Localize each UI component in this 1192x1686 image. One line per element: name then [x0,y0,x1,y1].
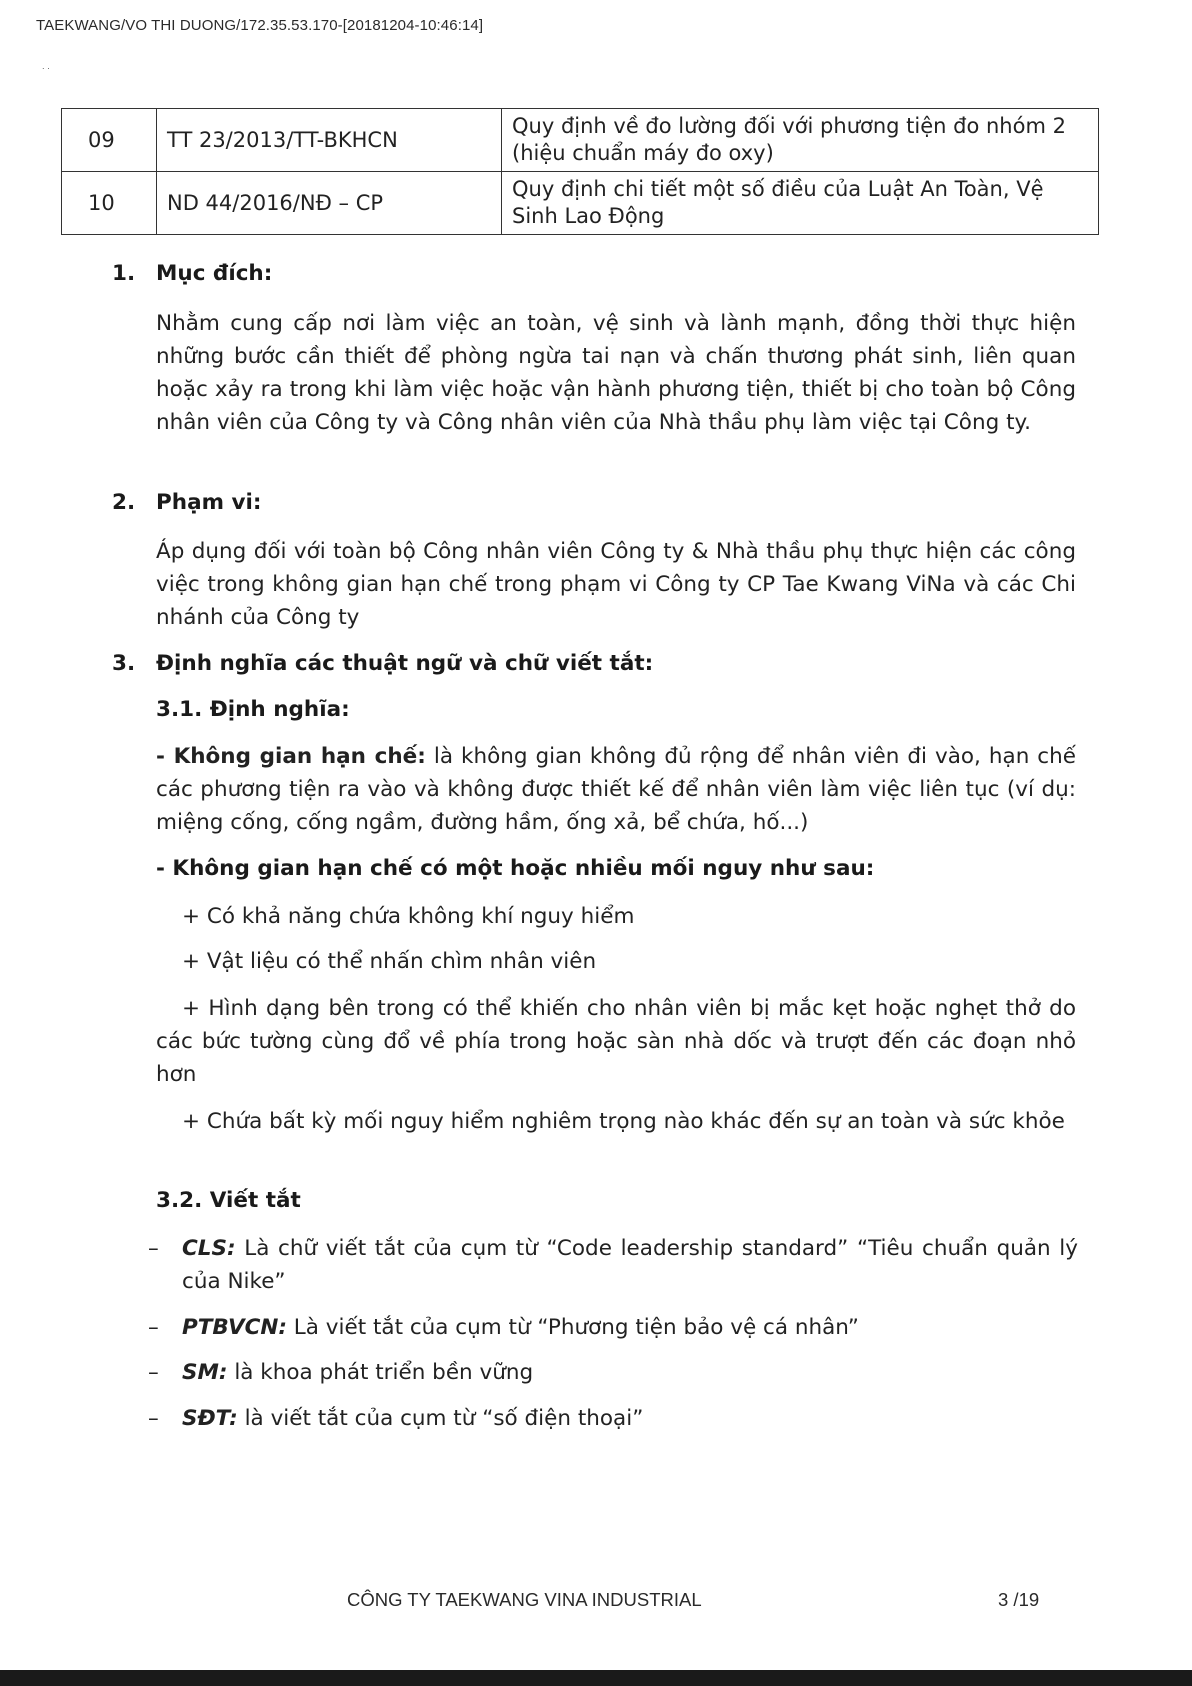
abbreviation-entry [182,1402,1078,1435]
subsection-3-2-title: 3.2. Viết tắt [156,1188,301,1213]
list-dash: – [148,1406,159,1431]
list-item [148,1356,1078,1389]
page-number: 3 /19 [998,1589,1040,1610]
section-1-body: Nhằm cung cấp nơi làm việc an toàn, vệ sinh và lành mạnh, đồng thời thực hiện những bước cần thiết để phòng ngừa tai nạn và chấn thương phát sinh, liên quan hoặc xảy ra trong khi làm việc hoặc vận hành phương tiện, thiết bị cho toàn bộ Công nhân viên của Công ty và Công nhân viên của Nhà thầu phụ làm việc tại Công ty. [156,311,1076,435]
regulation-table [61,108,1099,235]
hazard-item [156,900,1076,933]
reg-description [502,172,1099,235]
scan-specks: . . [42,62,50,71]
hazard-text: + Vật liệu có thể nhấn chìm nhân viên [182,949,597,974]
header-stamp: TAEKWANG/VO THI DUONG/172.35.53.170-[20181204-10:46:14] [36,17,484,34]
list-dash: – [148,1236,159,1261]
section-3-title: Định nghĩa các thuật ngữ và chữ viết tắt: [156,651,654,676]
hazard-text: + Có khả năng chứa không khí nguy hiểm [182,904,635,929]
abbreviation-key: CLS: [182,1236,236,1261]
abbreviation-entry [182,1356,1078,1389]
reg-description-line: Quy định về đo lường đối với phương tiện đo nhóm 2 [512,114,1066,138]
section-2-number: 2. [112,490,136,515]
list-dash: – [148,1315,159,1340]
definition-body: là không gian không đủ rộng để nhân viên đi vào, hạn chế các phương tiện ra vào và không được thiết kế để nhân viên làm việc liên tục (ví dụ: miệng cống, cống ngầm, đường hầm, ống xả, bể chứa, hố...) [156,744,1076,835]
section-2-title: Phạm vi: [156,490,262,515]
reg-description-line: (hiệu chuẩn máy đo oxy) [512,141,774,165]
table-row [62,109,1099,172]
list-item [148,1232,1078,1298]
abbreviation-text: Là viết tắt của cụm từ “Phương tiện bảo vệ cá nhân” [286,1315,859,1340]
section-3-number: 3. [112,651,136,676]
abbreviation-text: là viết tắt của cụm từ “số điện thoại” [237,1406,644,1431]
abbreviation-entry [182,1232,1078,1298]
footer-company: CÔNG TY TAEKWANG VINA INDUSTRIAL [347,1589,702,1610]
hazard-item: + Chứa bất kỳ mối nguy hiểm nghiêm trọng nào khác đến sự an toàn và sức khỏe [182,1109,1065,1134]
reg-code: TT 23/2013/TT-BKHCN [157,109,502,172]
section-1-number: 1. [112,261,136,286]
list-item [148,1311,1078,1344]
reg-number: 10 [62,172,157,235]
list-item [148,1402,1078,1435]
scan-bottom-edge [0,1670,1192,1686]
list-dash: – [148,1360,159,1385]
section-1-title: Mục đích: [156,261,273,286]
section-2-body: Áp dụng đối với toàn bộ Công nhân viên Công ty & Nhà thầu phụ thực hiện các công việc trong không gian hạn chế trong phạm vi Công ty CP Tae Kwang ViNa và các Chi nhánh của Công ty [156,539,1076,630]
hazard-item [156,945,1076,978]
hazard-heading: - Không gian hạn chế có một hoặc nhiều mối nguy như sau: [156,856,875,881]
hazard-item: + Hình dạng bên trong có thể khiến cho nhân viên bị mắc kẹt hoặc nghẹt thở do các bức tường cùng đổ về phía trong hoặc sàn nhà dốc và trượt đến các đoạn nhỏ hơn [156,996,1076,1087]
definition-paragraph [156,740,1076,839]
abbreviation-key: PTBVCN: [182,1315,287,1340]
subsection-3-1-title: 3.1. Định nghĩa: [156,697,350,722]
abbreviation-key: SĐT: [182,1406,238,1431]
table-row [62,172,1099,235]
reg-description-line: Sinh Lao Động [512,204,665,228]
definition-term: - Không gian hạn chế: [156,744,426,769]
reg-code: ND 44/2016/NĐ – CP [157,172,502,235]
reg-description [502,109,1099,172]
reg-description-line: Quy định chi tiết một số điều của Luật An Toàn, Vệ [512,177,1044,201]
abbreviation-text: là khoa phát triển bền vững [227,1360,534,1385]
abbreviation-entry [182,1311,1078,1344]
reg-number: 09 [62,109,157,172]
abbreviation-text: Là chữ viết tắt của cụm từ “Code leadership standard” “Tiêu chuẩn quản lý của Nike” [182,1236,1078,1294]
abbreviation-key: SM: [182,1360,228,1385]
